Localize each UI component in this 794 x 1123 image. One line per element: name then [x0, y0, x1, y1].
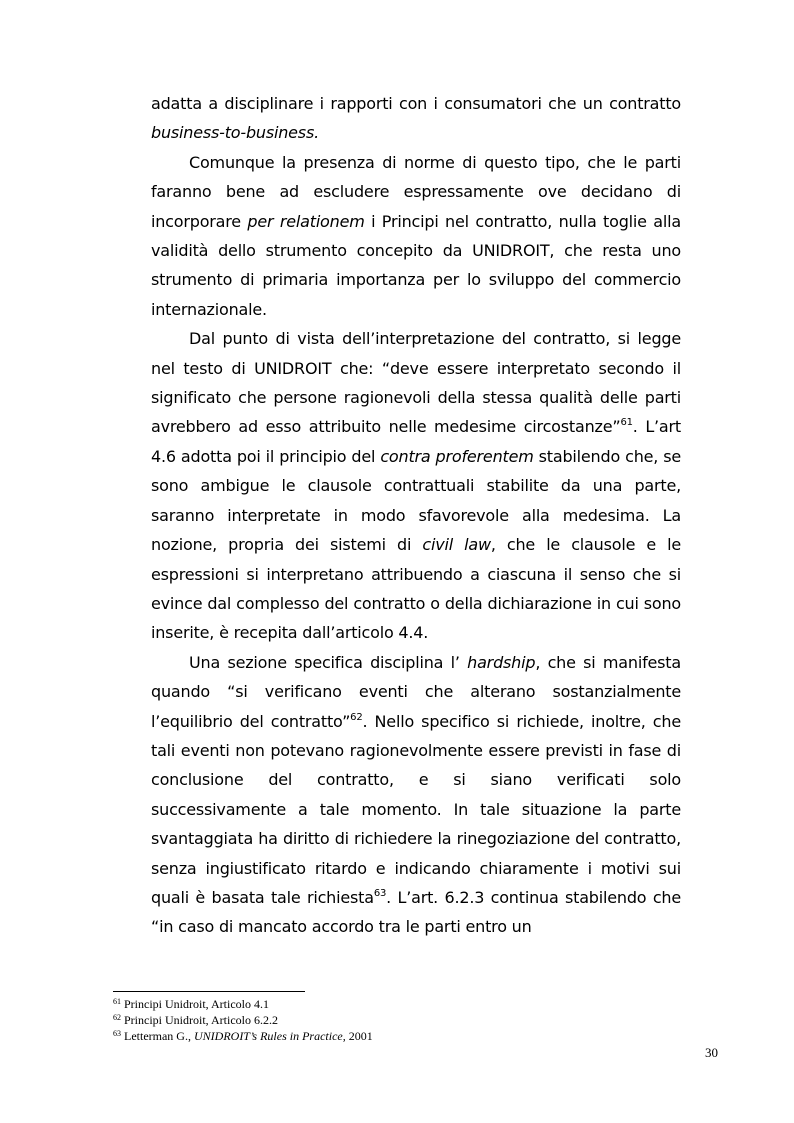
paragraph [151, 89, 681, 148]
page-number: 30 [705, 1045, 718, 1060]
footnote-ref: 63 [373, 887, 387, 899]
text-run: Letterman G., [124, 1029, 194, 1043]
footnote [113, 1028, 713, 1044]
text-run: . L’art 4.6 adotta poi il principio del [151, 417, 681, 466]
text-run: , che le clausole e le espressioni si interpretano attribuendo a ciascuna il senso che si evince dal complesso del contratto o della dichiarazione in cui sono inserite, è recepita dall’articolo 4.4. [151, 535, 682, 643]
footnote-number: 63 [113, 1029, 121, 1038]
footnote-number: 62 [113, 1013, 121, 1022]
text-run: , che si manifesta quando “si verificano eventi che alterano sostanzialmente l’equilibrio del contratto” [151, 652, 681, 731]
body-text [151, 89, 681, 942]
text-run: Principi Unidroit, Articolo 4.1 [124, 997, 269, 1011]
footnotes [113, 996, 713, 1044]
paragraph [151, 648, 681, 942]
footnote [113, 996, 713, 1012]
text-run: 2001 [345, 1029, 373, 1043]
text-run: Una sezione specifica disciplina l’ [189, 652, 468, 672]
italic-text: hardship [467, 652, 536, 672]
footnote-ref: 61 [620, 417, 633, 429]
text-run: . Nello specifico si richiede, inoltre, che tali eventi non potevano ragionevolmente essere previsti in fase di conclusione del contratto, e si siano verificati solo successivamente a tale momento. In tale situazione la parte svantaggiata ha diritto di richiedere la rinegoziazione del contratto, senza ingiustificato ritardo e indicando chiaramente i motivi sui quali è basata tale richiesta [151, 711, 681, 907]
paragraph [151, 324, 681, 647]
footnote-separator [113, 991, 305, 992]
footnote-ref: 62 [350, 711, 363, 723]
text-run: i Principi nel contratto, nulla toglie alla validità dello strumento concepito da UNIDROIT, che resta uno strumento di primaria importanza per lo sviluppo del commercio internazionale. [151, 211, 681, 319]
text-run: adatta a disciplinare i rapporti con i consumatori che un contratto [151, 94, 681, 113]
text-run: . L’art. 6.2.3 continua stabilendo che “in caso di mancato accordo tra le parti entro un [151, 887, 682, 937]
italic-text: civil law [422, 535, 491, 555]
footnote [113, 1012, 713, 1028]
italic-text: UNIDROIT’s Rules in Practice, [193, 1029, 346, 1043]
text-run: Dal punto di vista dell’interpretazione del contratto, si legge nel testo di UNIDROIT che: “deve essere interpretato secondo il significato che persone ragionevoli della stessa qualità delle parti avrebbero ad esso attribuito nelle medesime circostanze” [151, 329, 681, 437]
italic-text: contra proferentem [380, 446, 534, 466]
italic-text: per relationem [247, 211, 365, 231]
text-run: Comunque la presenza di norme di questo tipo, che le parti faranno bene ad escludere espressamente ove decidano di incorporare [151, 152, 681, 231]
paragraph [151, 148, 681, 324]
italic-text: business-to-business. [151, 123, 319, 143]
text-run: Principi Unidroit, Articolo 6.2.2 [124, 1013, 278, 1027]
footnote-number: 61 [113, 997, 121, 1006]
text-run: stabilendo che, se sono ambigue le clausole contrattuali stabilite da una parte, saranno interpretate in modo sfavorevole alla medesima. La nozione, propria dei sistemi di [151, 446, 681, 555]
